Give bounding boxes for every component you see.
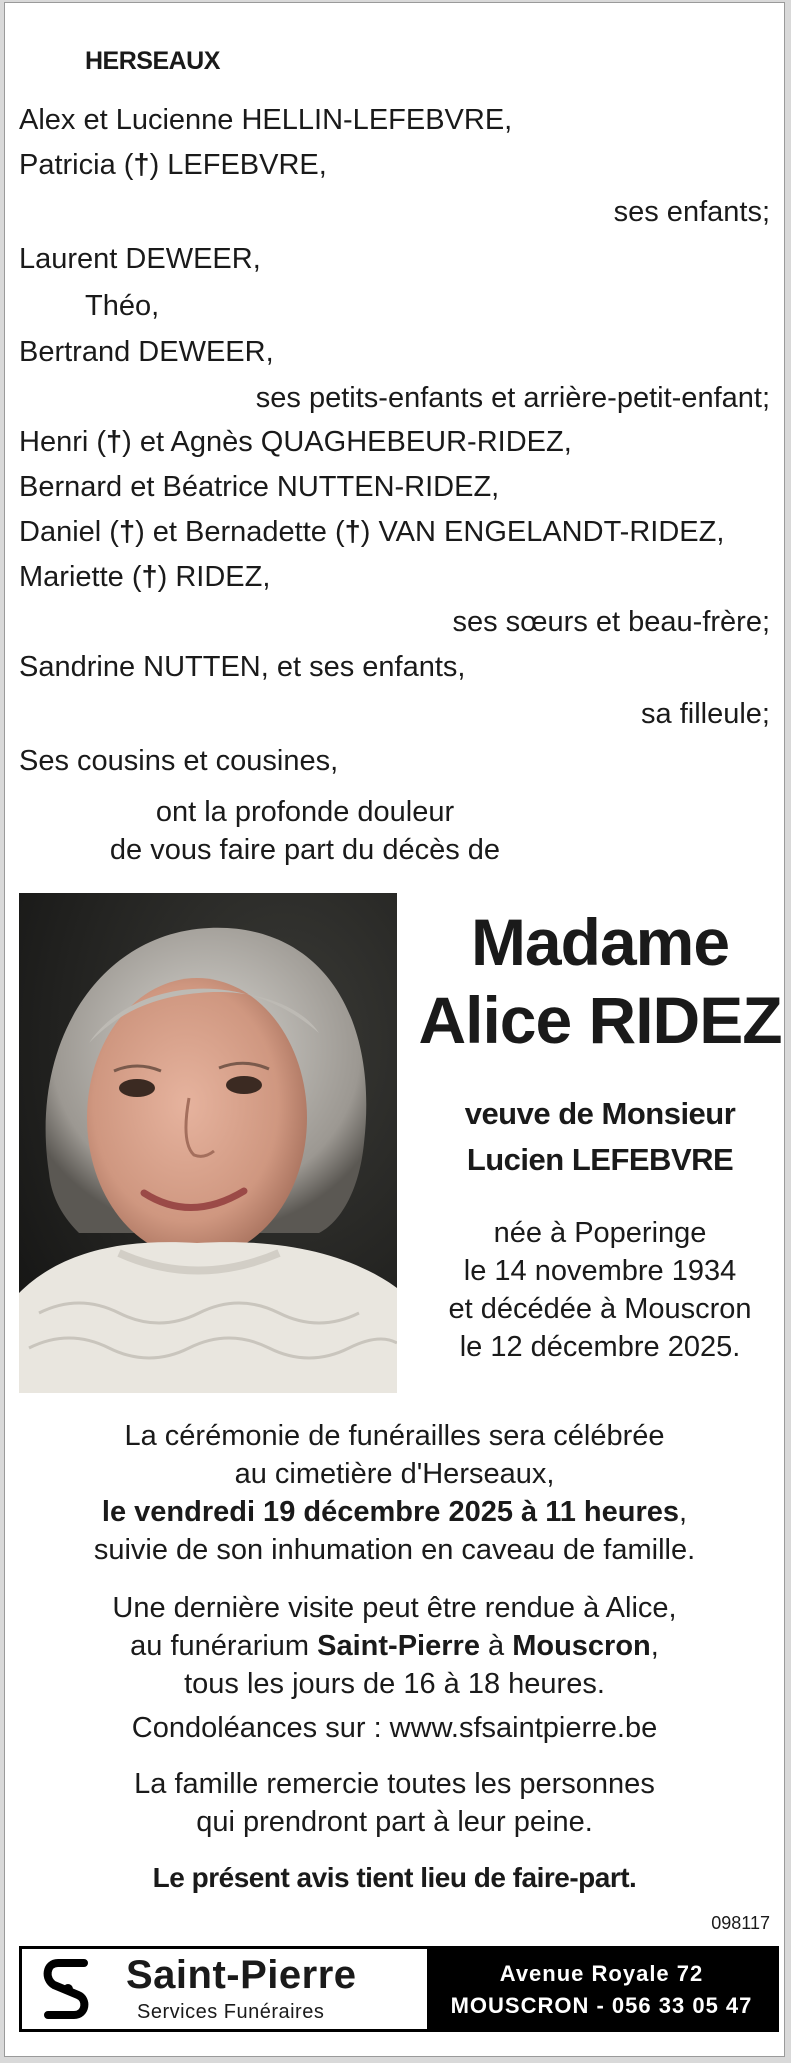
city-phone-line: MOUSCRON - 056 33 05 47 <box>450 1993 753 2018</box>
deceased-name: Alice RIDEZ <box>418 983 782 1057</box>
siblings-role: ses sœurs et beau-frère; <box>452 606 770 638</box>
notice-line: Le présent avis tient lieu de faire-part. <box>152 1862 637 1893</box>
grandchild-3: Bertrand DEWEER, <box>19 336 274 368</box>
cross-icon: † <box>133 149 150 181</box>
sibling-3: Daniel (†) et Bernadette (†) VAN ENGELANDT-RIDEZ, <box>19 516 725 548</box>
funeral-home-logo-panel <box>22 1949 427 2029</box>
cousins-line: Ses cousins et cousines, <box>19 745 339 777</box>
ceremony-line-4: suivie de son inhumation en caveau de famille. <box>93 1534 696 1566</box>
ceremony-date: le vendredi 19 décembre 2025 à 11 heures, <box>101 1496 688 1528</box>
brand-subtitle: Services Funéraires <box>137 2001 325 2023</box>
sibling-1: Henri (†) et Agnès QUAGHEBEUR-RIDEZ, <box>19 426 572 458</box>
born-line-1: née à Poperinge <box>493 1217 707 1249</box>
godchild-line: Sandrine NUTTEN, et ses enfants, <box>19 651 466 683</box>
widow-line-1: veuve de Monsieur <box>464 1096 736 1131</box>
sibling-4: Mariette (†) RIDEZ, <box>19 561 271 593</box>
born-line-2: le 14 novembre 1934 <box>463 1255 737 1287</box>
thanks-line-1: La famille remercie toutes les personnes <box>134 1768 655 1800</box>
grandchildren-role: ses petits-enfants et arrière-petit-enfant; <box>255 382 770 414</box>
died-line-2: le 12 décembre 2025. <box>459 1331 741 1363</box>
address-line: Avenue Royale 72 <box>499 1961 704 1986</box>
visit-line-1: Une dernière visite peut être rendue à Alice, <box>112 1592 677 1624</box>
condolences-line: Condoléances sur : www.sfsaintpierre.be <box>131 1712 658 1744</box>
visit-line-3: tous les jours de 16 à 18 heures. <box>184 1668 605 1700</box>
grandchild-2: Théo, <box>85 290 160 322</box>
died-line-1: et décédée à Mouscron <box>448 1293 752 1325</box>
children-line-1: Alex et Lucienne HELLIN-LEFEBVRE, <box>19 104 513 136</box>
sibling-2: Bernard et Béatrice NUTTEN-RIDEZ, <box>19 471 500 503</box>
grandchild-1: Laurent DEWEER, <box>19 243 261 275</box>
children-line-2: Patricia (†) LEFEBVRE, <box>19 149 327 181</box>
ceremony-line-1: La cérémonie de funérailles sera célébrée <box>124 1420 665 1452</box>
brand-name: Saint-Pierre <box>126 1953 357 1997</box>
locality-heading: HERSEAUX <box>85 47 220 75</box>
portrait-photo <box>19 893 397 1393</box>
cross-icon: † <box>141 561 158 593</box>
deceased-title: Madame <box>470 905 730 979</box>
thanks-line-2: qui prendront part à leur peine. <box>196 1806 593 1838</box>
contact-panel <box>427 1949 776 2029</box>
cross-icon: † <box>106 426 123 458</box>
widow-line-2: Lucien LEFEBVRE <box>466 1142 734 1177</box>
ceremony-line-2: au cimetière d'Herseaux, <box>234 1458 555 1490</box>
announce-line-2: de vous faire part du décès de <box>109 834 501 866</box>
funeral-home-banner <box>19 1946 779 2032</box>
godchild-role: sa filleule; <box>641 698 770 730</box>
reference-number: 098117 <box>711 1913 770 1933</box>
s-logo-icon <box>38 1957 98 2021</box>
announce-line-1: ont la profonde douleur <box>155 796 455 828</box>
obituary-card <box>4 2 785 2057</box>
cross-icon: † <box>118 516 136 548</box>
cross-icon: † <box>344 516 361 548</box>
visit-line-2: au funérarium Saint-Pierre à Mouscron, <box>130 1630 659 1662</box>
children-role: ses enfants; <box>613 196 770 228</box>
